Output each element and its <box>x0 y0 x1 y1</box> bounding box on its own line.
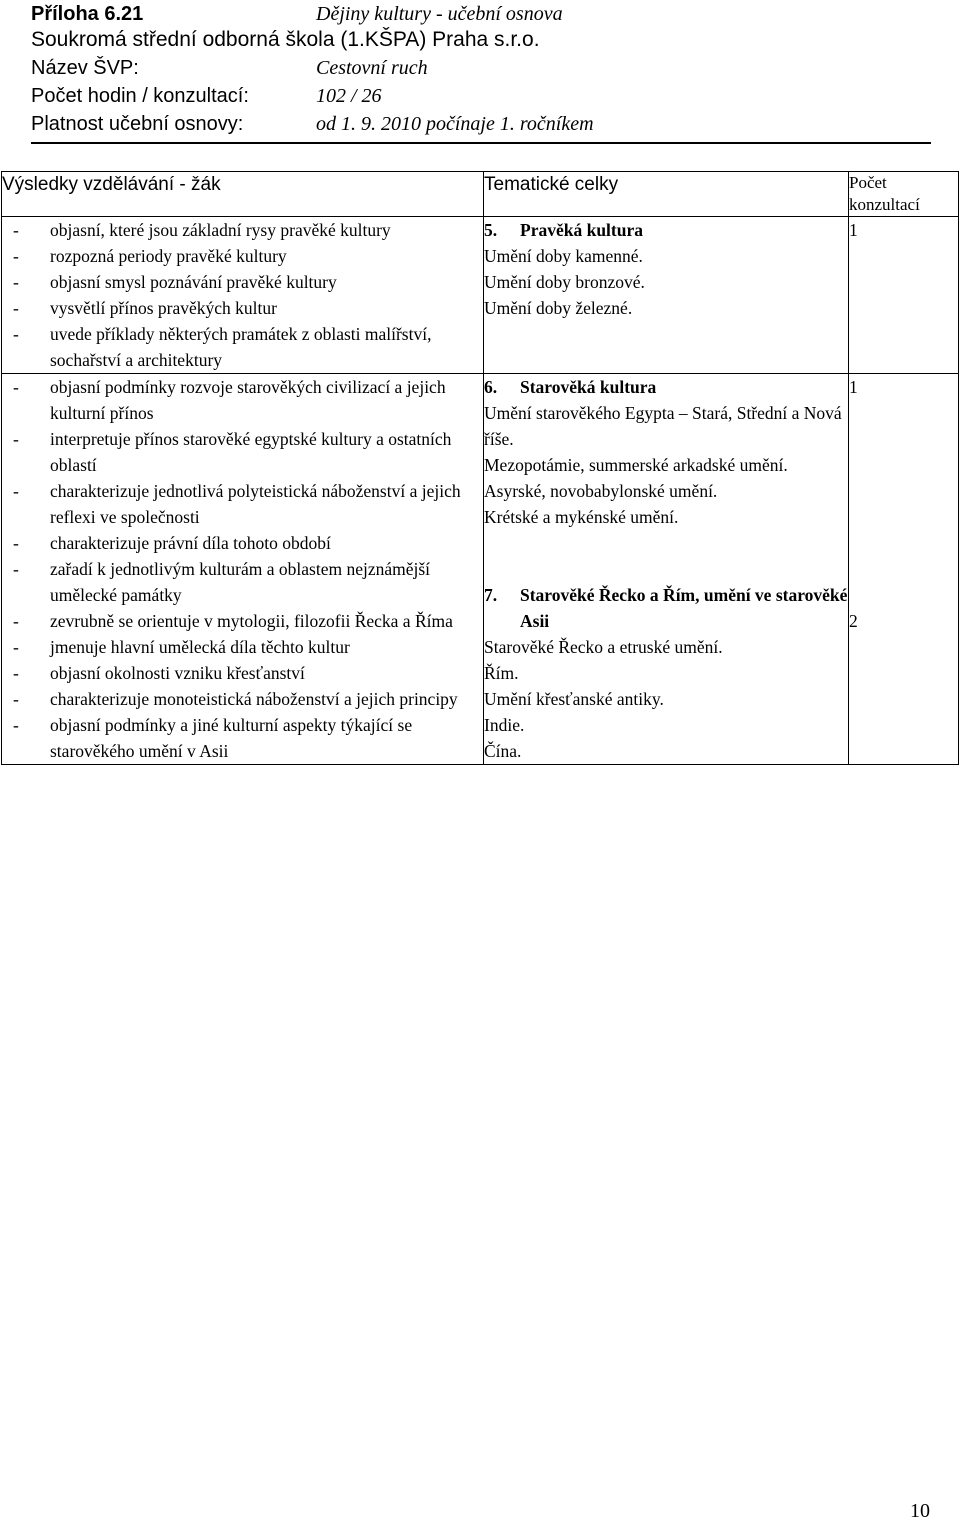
list-item: - charakterizuje právní díla tohoto období <box>2 530 483 556</box>
topic-name: Starověké Řecko a Řím, umění ve starověké Asii <box>520 585 848 631</box>
topic-line: Umění doby kamenné. <box>484 246 643 266</box>
list-item: - objasní okolnosti vzniku křesťanství <box>2 660 483 686</box>
topics-cell <box>484 374 849 765</box>
topic-title <box>484 217 848 243</box>
count-value: 1 <box>849 220 858 240</box>
topic-line: Umění doby železné. <box>484 298 633 318</box>
topic-number: 5. <box>484 220 498 240</box>
column-header-count: Počet konzultací <box>849 172 959 217</box>
appendix-label: Příloha 6.21 <box>31 3 144 25</box>
table-row <box>2 374 959 765</box>
page-number: 10 <box>910 1500 930 1522</box>
list-item: - jmenuje hlavní umělecká díla těchto kultur <box>2 634 483 660</box>
topics-cell <box>484 217 849 374</box>
topic-line: Mezopotámie, summerské arkadské umění. <box>484 455 788 475</box>
school-name: Soukromá střední odborná škola (1.KŠPA) Praha s.r.o. <box>31 28 540 51</box>
count-value: 1 <box>849 377 858 397</box>
list-item: - charakterizuje jednotlivá polyteistická náboženství a jejich reflexi ve společnosti <box>2 478 483 530</box>
list-item: - interpretuje přínos starověké egyptské kultury a ostatních oblastí <box>2 426 483 478</box>
topic-line: Asyrské, novobabylonské umění. <box>484 481 718 501</box>
outcomes-list <box>2 217 483 373</box>
svp-row <box>31 54 931 82</box>
document-header <box>31 0 931 138</box>
topic-title <box>484 582 848 634</box>
list-item: - zařadí k jednotlivým kulturám a oblastem nejznámější umělecké památky <box>2 556 483 608</box>
topic-line: Starověké Řecko a etruské umění. <box>484 637 723 657</box>
topic-line: Řím. <box>484 663 519 683</box>
topic-number: 6. <box>484 377 498 397</box>
topic-name: Starověká kultura <box>520 377 657 397</box>
outcomes-cell <box>2 374 484 765</box>
list-item: - charakterizuje monoteistická náboženství a jejich principy <box>2 686 483 712</box>
list-item: - objasní, které jsou základní rysy pravěké kultury <box>2 217 483 243</box>
header-divider <box>31 142 931 144</box>
count-cell <box>849 374 959 765</box>
topic-line: Čína. <box>484 741 522 761</box>
topic-line: Umění starověkého Egypta – Stará, Střední a Nová říše. <box>484 403 842 449</box>
topic-line: Umění doby bronzové. <box>484 272 645 292</box>
list-item: - objasní podmínky a jiné kulturní aspekty týkající se starověkého umění v Asii <box>2 712 483 764</box>
hours-row <box>31 82 931 110</box>
curriculum-table <box>1 171 959 765</box>
svp-label: Název ŠVP: <box>31 57 139 79</box>
topic-line: Umění křesťanské antiky. <box>484 689 664 709</box>
topic-line: Indie. <box>484 715 525 735</box>
list-item: - objasní podmínky rozvoje starověkých civilizací a jejich kulturní přínos <box>2 374 483 426</box>
list-item: - uvede příklady některých pramátek z oblasti malířství, sochařství a architektury <box>2 321 483 373</box>
hours-value: 102 / 26 <box>316 85 382 107</box>
outcomes-list <box>2 374 483 764</box>
validity-value: od 1. 9. 2010 počínaje 1. ročníkem <box>316 113 594 135</box>
school-row <box>31 26 931 54</box>
validity-label: Platnost učební osnovy: <box>31 113 244 135</box>
list-item: - vysvětlí přínos pravěkých kultur <box>2 295 483 321</box>
list-item: - rozpozná periody pravěké kultury <box>2 243 483 269</box>
validity-row <box>31 110 931 138</box>
topic-block <box>484 374 848 530</box>
list-item: - zevrubně se orientuje v mytologii, filozofii Řecka a Říma <box>2 608 483 634</box>
appendix-row <box>31 0 931 26</box>
count-value: 2 <box>849 611 858 631</box>
table-header-row <box>2 172 959 217</box>
column-header-topics: Tematické celky <box>484 172 849 217</box>
topic-title <box>484 374 848 400</box>
topic-line: Krétské a mykénské umění. <box>484 507 679 527</box>
topic-block <box>484 582 848 764</box>
column-header-outcomes: Výsledky vzdělávání - žák <box>2 172 484 217</box>
topic-name: Pravěká kultura <box>520 220 643 240</box>
topic-block <box>484 217 848 321</box>
outcomes-cell <box>2 217 484 374</box>
appendix-subject: Dějiny kultury - učební osnova <box>316 3 563 25</box>
hours-label: Počet hodin / konzultací: <box>31 85 249 107</box>
svp-value: Cestovní ruch <box>316 57 428 79</box>
count-cell <box>849 217 959 374</box>
list-item: - objasní smysl poznávání pravěké kultury <box>2 269 483 295</box>
table-row <box>2 217 959 374</box>
topic-number: 7. <box>484 585 498 605</box>
